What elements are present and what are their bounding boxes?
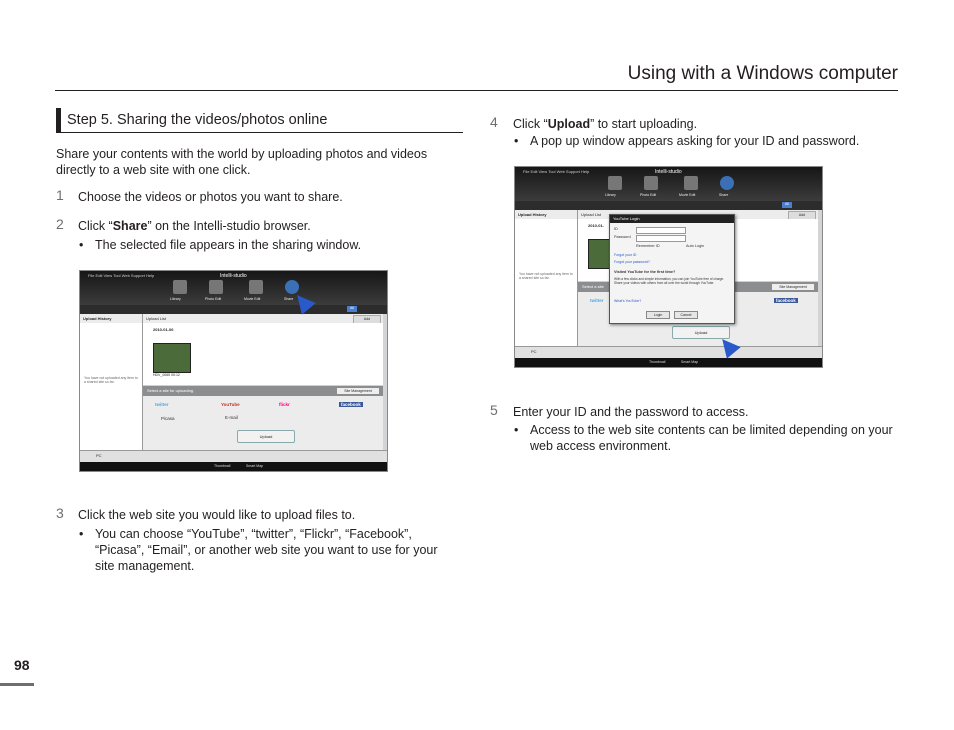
upload-panel bbox=[143, 314, 383, 451]
view-strip bbox=[80, 305, 387, 314]
tool-label: Library bbox=[605, 193, 616, 197]
id-label: ID bbox=[614, 227, 618, 231]
upload-list-pane bbox=[143, 323, 383, 385]
picasa-option: Picasa bbox=[161, 416, 175, 421]
tool-label: Movie Edit bbox=[244, 297, 261, 301]
app-title: Intelli-studio bbox=[220, 273, 247, 279]
upload-history-heading: Upload History bbox=[515, 210, 577, 219]
youtube-login-screenshot bbox=[514, 166, 823, 368]
upload-list-label: Upload List bbox=[581, 212, 602, 217]
history-note: You have not uploaded any item to a shared site so far. bbox=[84, 376, 138, 384]
all-button: All bbox=[782, 202, 792, 208]
upload-history-panel bbox=[515, 210, 578, 347]
pc-label: PC bbox=[531, 349, 537, 354]
library-icon bbox=[173, 280, 187, 294]
share-icon bbox=[285, 280, 299, 294]
tool-label: Photo Edit bbox=[640, 193, 657, 197]
history-note: You have not uploaded any item to a shared site so far. bbox=[519, 272, 573, 280]
status-bar bbox=[80, 450, 387, 462]
facebook-option: facebook bbox=[341, 402, 361, 407]
app-title: Intelli-studio bbox=[655, 169, 682, 175]
forgot-id-link: Forgot your ID bbox=[614, 253, 637, 257]
upload-list-label: Upload List bbox=[146, 316, 167, 321]
intro-text: Share your contents with the world by uploading photos and videos directly to a web site with one click. bbox=[56, 147, 428, 177]
site-select-bar bbox=[143, 386, 383, 396]
step-text: Choose the videos or photos you want to share. bbox=[78, 190, 343, 204]
add-button: Add bbox=[353, 315, 381, 324]
smart-map-tab: Smart Map bbox=[681, 360, 699, 364]
share-icon bbox=[720, 176, 734, 190]
thumbnail-caption: HDV_0065 00:12 bbox=[153, 373, 180, 377]
step-number: 1 bbox=[56, 187, 64, 203]
step-bullet: • Access to the web site contents can be limited depending on your web access environment. bbox=[530, 422, 902, 454]
twitter-option: twitter bbox=[590, 298, 604, 303]
step-number: 2 bbox=[56, 216, 64, 232]
movie-edit-icon bbox=[249, 280, 263, 294]
photo-edit-icon bbox=[209, 280, 223, 294]
id-field bbox=[636, 227, 686, 234]
bottom-bar bbox=[515, 358, 822, 367]
page-number: 98 bbox=[14, 657, 30, 673]
visited-heading: Visited YouTube for the first time? bbox=[614, 270, 676, 274]
step-text: Click “Share” on the Intelli-studio browser. bbox=[78, 219, 311, 233]
tool-label: Library bbox=[170, 297, 181, 301]
password-field bbox=[636, 235, 686, 242]
library-icon bbox=[608, 176, 622, 190]
select-site-label: Select a site bbox=[582, 284, 604, 289]
status-bar bbox=[515, 346, 822, 358]
email-option: E-mail bbox=[225, 415, 238, 420]
video-thumbnail bbox=[153, 343, 191, 373]
upload-history-panel bbox=[80, 314, 143, 451]
upload-history-heading: Upload History bbox=[80, 314, 142, 323]
tool-label: Movie Edit bbox=[679, 193, 696, 197]
page-number-underline bbox=[0, 683, 34, 686]
site-management-button: Site Management bbox=[337, 388, 379, 394]
view-strip bbox=[515, 201, 822, 210]
popup-title: YouTube Login bbox=[610, 215, 734, 223]
select-site-label: Select a site for uploading. bbox=[147, 388, 195, 393]
thumbnail-tab: Thumbnail bbox=[649, 360, 666, 364]
step-number: 4 bbox=[490, 114, 498, 130]
auto-login-label: Auto Login bbox=[686, 244, 705, 248]
header-divider bbox=[55, 90, 898, 91]
section-title: Step 5. Sharing the videos/photos online bbox=[67, 112, 328, 128]
facebook-option: facebook bbox=[776, 298, 796, 303]
cancel-button: Cancel bbox=[674, 311, 698, 319]
youtube-option: YouTube bbox=[221, 402, 240, 407]
thumbnail-tab: Thumbnail bbox=[214, 464, 231, 468]
tool-label: Photo Edit bbox=[205, 297, 222, 301]
step-text: Click “Upload” to start uploading. bbox=[513, 117, 698, 131]
site-management-button: Site Management bbox=[772, 284, 814, 290]
twitter-option: twitter bbox=[155, 402, 169, 407]
flickr-option: flickr bbox=[279, 402, 290, 407]
upload-button: Upload bbox=[237, 430, 295, 443]
step-bullet: • The selected file appears in the sharing window. bbox=[95, 237, 455, 253]
login-button: Login bbox=[646, 311, 670, 319]
intelli-studio-share-screenshot bbox=[79, 270, 388, 472]
step-bullet: • A pop up window appears asking for your ID and password. bbox=[530, 133, 910, 149]
pc-label: PC bbox=[96, 453, 102, 458]
app-toolbar bbox=[515, 167, 822, 201]
movie-edit-icon bbox=[684, 176, 698, 190]
remember-id-label: Remember ID bbox=[636, 244, 660, 248]
tool-label: Share bbox=[719, 193, 729, 197]
step-bullet: • You can choose “YouTube”, “twitter”, “Flickr”, “Facebook”, “Picasa”, “Email”, or another web site you want to use for your site management. bbox=[95, 526, 451, 574]
step-number: 5 bbox=[490, 402, 498, 418]
upload-list-heading bbox=[143, 314, 383, 323]
step-number: 3 bbox=[56, 505, 64, 521]
section-divider bbox=[56, 132, 463, 133]
upload-button: Upload bbox=[672, 326, 730, 339]
all-button: All bbox=[347, 306, 357, 312]
site-options bbox=[143, 396, 383, 451]
date-label: 2010-01-06 bbox=[153, 327, 174, 332]
visited-text: With a few clicks and simple information, you can join YouTube free of charge. Share your videos with others from all over the world through YouTube. bbox=[614, 277, 725, 285]
menu-bar: File Edit View Tool Web Support Help bbox=[88, 273, 155, 278]
whats-youtube-link: What's YouTube? bbox=[614, 299, 642, 303]
add-button: Add bbox=[788, 211, 816, 220]
step-text: Click the web site you would like to upload files to. bbox=[78, 508, 356, 522]
menu-bar: File Edit View Tool Web Support Help bbox=[523, 169, 590, 174]
photo-edit-icon bbox=[644, 176, 658, 190]
date-label: 2010-01- bbox=[588, 223, 605, 228]
section-marker bbox=[56, 108, 61, 132]
youtube-login-popup bbox=[609, 214, 735, 324]
page-header-title: Using with a Windows computer bbox=[627, 63, 898, 84]
smart-map-tab: Smart Map bbox=[246, 464, 264, 468]
tool-label: Share bbox=[284, 297, 294, 301]
app-toolbar bbox=[80, 271, 387, 305]
step-text: Enter your ID and the password to access. bbox=[513, 405, 749, 419]
bottom-bar bbox=[80, 462, 387, 471]
password-label: Password bbox=[614, 235, 631, 239]
forgot-password-link: Forgot your password? bbox=[614, 260, 650, 264]
